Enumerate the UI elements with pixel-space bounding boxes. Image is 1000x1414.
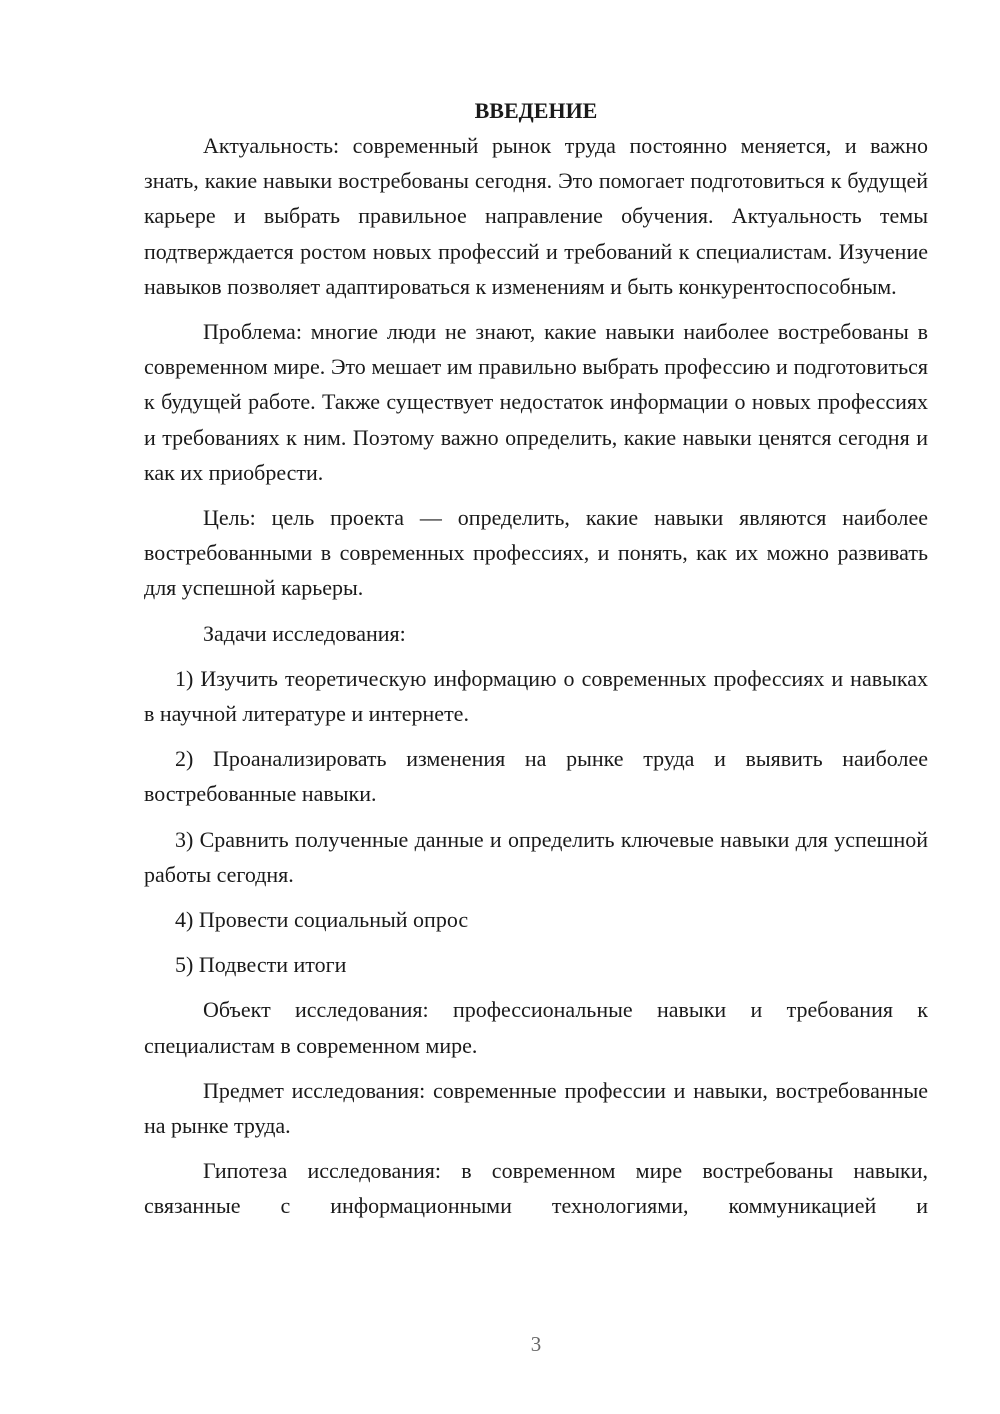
task-item-4: 4) Провести социальный опрос xyxy=(175,907,469,933)
paragraph-problem: Проблема: многие люди не знают, какие навыки наиболее востребованы в современном мире. Это мешает им правильно выбрать профессию и подготовиться к будущей работе. Также существует недостаток информации о новых профессиях и требованиях к ним. Поэтому важно определить, какие навыки ценятся сегодня и как их приобрести. xyxy=(144,319,928,485)
task-item-3: 3) Сравнить полученные данные и определить ключевые навыки для успешной работы сегодня. xyxy=(144,826,928,887)
paragraph-relevance: Актуальность: современный рынок труда постоянно меняется, и важно знать, какие навыки востребованы сегодня. Это помогает подготовиться к будущей карьере и выбрать правильное направление обучения. Актуальность темы подтверждается ростом новых профессий и требований к специалистам. Изучение навыков позволяет адаптироваться к изменениям и быть конкурентоспособным. xyxy=(144,133,928,299)
paragraph-object: Объект исследования: профессиональные навыки и требования к специалистам в современном мире. xyxy=(144,997,928,1058)
task-item-5: 5) Подвести итоги xyxy=(175,952,347,978)
page-content xyxy=(144,93,928,1224)
paragraph-subject: Предмет исследования: современные профессии и навыки, востребованные на рынке труда. xyxy=(144,1077,928,1139)
task-item-2: 2) Проанализировать изменения на рынке труда и выявить наиболее востребованные навыки. xyxy=(144,746,928,807)
paragraph-hypothesis: Гипотеза исследования: в современном мире востребованы навыки, связанные с информационными технологиями, коммуникацией и xyxy=(144,1158,928,1219)
task-item-1: 1) Изучить теоретическую информацию о современных профессиях и навыках в научной литературе и интернете. xyxy=(144,665,928,727)
section-heading: ВВЕДЕНИЕ xyxy=(474,98,598,123)
paragraph-tasks-intro: Задачи исследования: xyxy=(203,620,406,646)
paragraph-goal: Цель: цель проекта — определить, какие навыки являются наиболее востребованными в современных профессиях, и понять, как их можно развивать для успешной карьеры. xyxy=(144,505,928,601)
page-number: 3 xyxy=(530,1332,542,1356)
